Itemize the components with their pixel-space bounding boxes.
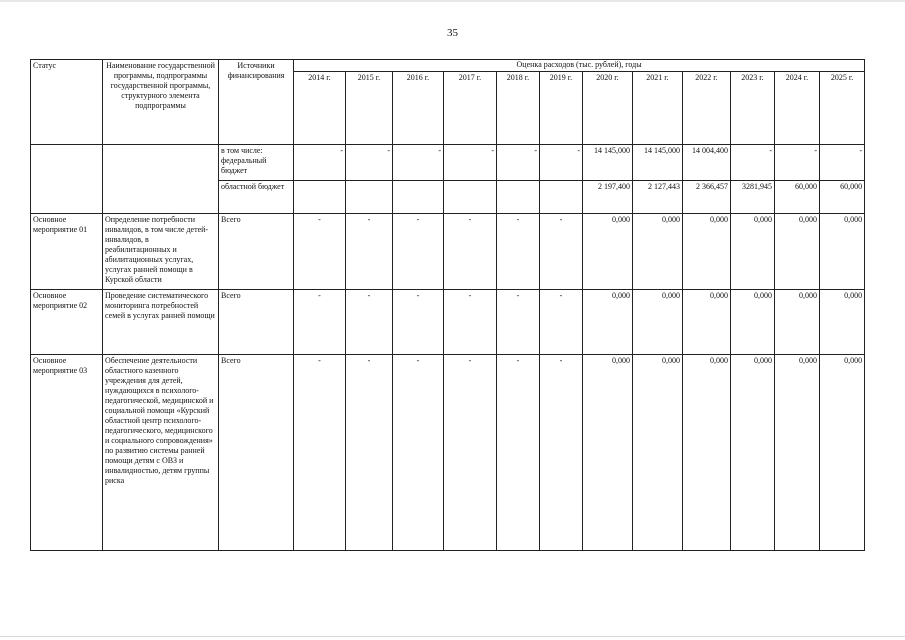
- header-year: 2024 г.: [775, 72, 820, 145]
- row-value: -: [346, 214, 393, 290]
- row-name: [103, 145, 219, 214]
- header-year: 2020 г.: [583, 72, 633, 145]
- header-name: Наименование государственной программы, подпрограммы государственной программы, структурного элемента подпрограммы: [103, 60, 219, 145]
- row-value: -: [346, 290, 393, 355]
- row-value: 0,000: [683, 355, 731, 551]
- page-number: 35: [447, 27, 458, 39]
- row-value: 0,000: [683, 290, 731, 355]
- row-value: [346, 181, 393, 214]
- row-name: Обеспечение деятельности областного казенного учреждения для детей, нуждающихся в психолого-педагогической, медицинской и социальной помощи «Курский областной центр психолого-педагогического, медицинского и социального сопровождения» по развитию системы ранней помощи детям с ОВЗ и инвалидностью, детям группы риска: [103, 355, 219, 551]
- row-value: -: [820, 145, 865, 181]
- row-value: 0,000: [820, 214, 865, 290]
- row-source: Всего: [219, 214, 294, 290]
- row-value: [540, 181, 583, 214]
- row-value: -: [346, 355, 393, 551]
- header-year: 2015 г.: [346, 72, 393, 145]
- row-value: [444, 181, 497, 214]
- row-value: -: [497, 290, 540, 355]
- row-value: -: [497, 145, 540, 181]
- row-value: 0,000: [583, 290, 633, 355]
- header-estimate: Оценка расходов (тыс. рублей), годы: [294, 60, 865, 72]
- row-value: 0,000: [583, 355, 633, 551]
- row-status: Основное мероприятие 02: [31, 290, 103, 355]
- row-value: -: [393, 290, 444, 355]
- header-year: 2018 г.: [497, 72, 540, 145]
- row-value: -: [294, 145, 346, 181]
- budget-table: [30, 59, 865, 551]
- table-row: [31, 145, 865, 181]
- row-value: 14 004,400: [683, 145, 731, 181]
- scan-edge-top: [0, 0, 905, 2]
- row-value: 2 197,400: [583, 181, 633, 214]
- row-value: -: [731, 145, 775, 181]
- row-value: -: [497, 214, 540, 290]
- row-status: Основное мероприятие 03: [31, 355, 103, 551]
- row-name: Определение потребности инвалидов, в том числе детей-инвалидов, в реабилитационных и абилитационных услугах, услугах ранней помощи в Курской области: [103, 214, 219, 290]
- header-year: 2022 г.: [683, 72, 731, 145]
- row-value: [294, 181, 346, 214]
- row-value: 2 127,443: [633, 181, 683, 214]
- row-value: -: [444, 355, 497, 551]
- row-status: [31, 145, 103, 214]
- row-value: 0,000: [731, 214, 775, 290]
- row-value: 14 145,000: [583, 145, 633, 181]
- row-value: -: [540, 214, 583, 290]
- row-value: -: [393, 355, 444, 551]
- header-year: 2021 г.: [633, 72, 683, 145]
- row-value: 0,000: [775, 355, 820, 551]
- row-value: -: [444, 145, 497, 181]
- row-value: 0,000: [731, 290, 775, 355]
- header-status: Статус: [31, 60, 103, 145]
- row-value: -: [540, 290, 583, 355]
- row-value: -: [540, 355, 583, 551]
- row-value: -: [393, 214, 444, 290]
- row-source: Всего: [219, 290, 294, 355]
- header-year: 2023 г.: [731, 72, 775, 145]
- scan-edge-bottom: [0, 636, 905, 637]
- row-value: 0,000: [775, 214, 820, 290]
- row-value: 0,000: [633, 355, 683, 551]
- row-value: 0,000: [820, 355, 865, 551]
- row-value: 0,000: [775, 290, 820, 355]
- row-value: 2 366,457: [683, 181, 731, 214]
- row-value: -: [294, 214, 346, 290]
- table-row: [31, 214, 865, 290]
- header-year: 2019 г.: [540, 72, 583, 145]
- row-value: 0,000: [583, 214, 633, 290]
- row-value: 60,000: [820, 181, 865, 214]
- header-year: 2014 г.: [294, 72, 346, 145]
- row-value: -: [294, 355, 346, 551]
- row-value: 0,000: [683, 214, 731, 290]
- row-source: в том числе: федеральный бюджет: [219, 145, 294, 181]
- row-source: областной бюджет: [219, 181, 294, 214]
- row-value: -: [393, 145, 444, 181]
- table-row: [31, 355, 865, 551]
- header-year: 2017 г.: [444, 72, 497, 145]
- row-value: -: [444, 290, 497, 355]
- row-value: 0,000: [633, 214, 683, 290]
- header-sources: Источники финансирования: [219, 60, 294, 145]
- row-value: [497, 181, 540, 214]
- table-row: [31, 290, 865, 355]
- row-value: 0,000: [731, 355, 775, 551]
- row-value: -: [497, 355, 540, 551]
- row-value: 0,000: [633, 290, 683, 355]
- header-year: 2025 г.: [820, 72, 865, 145]
- row-source: Всего: [219, 355, 294, 551]
- row-value: 14 145,000: [633, 145, 683, 181]
- row-value: [393, 181, 444, 214]
- row-value: 60,000: [775, 181, 820, 214]
- row-value: -: [775, 145, 820, 181]
- header-year: 2016 г.: [393, 72, 444, 145]
- row-status: Основное мероприятие 01: [31, 214, 103, 290]
- row-value: -: [444, 214, 497, 290]
- row-value: 0,000: [820, 290, 865, 355]
- row-value: -: [540, 145, 583, 181]
- row-value: -: [294, 290, 346, 355]
- row-value: -: [346, 145, 393, 181]
- row-name: Проведение систематического мониторинга потребностей семей в услугах ранней помощи: [103, 290, 219, 355]
- row-value: 3281,945: [731, 181, 775, 214]
